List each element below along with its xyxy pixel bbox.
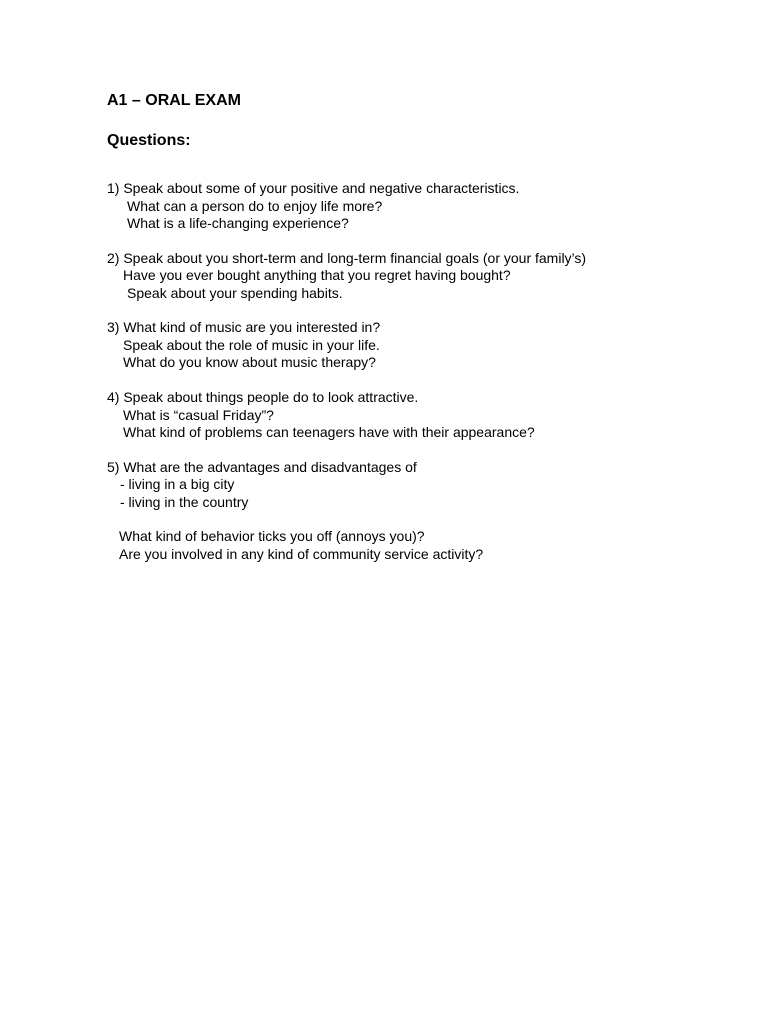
page-title: A1 – ORAL EXAM: [107, 92, 241, 109]
question-3-line-2: Speak about the role of music in your life.: [123, 337, 380, 353]
question-2-line-2: Have you ever bought anything that you regret having bought?: [123, 267, 511, 283]
question-5-line-1: 5) What are the advantages and disadvantages of: [107, 459, 417, 475]
question-5-line-4: What kind of behavior ticks you off (annoys you)?: [119, 528, 425, 544]
question-5-line-5: Are you involved in any kind of community service activity?: [119, 546, 484, 562]
question-2-line-3: Speak about your spending habits.: [127, 285, 343, 301]
question-2-line-1: 2) Speak about you short-term and long-term financial goals (or your family’s): [107, 250, 587, 266]
question-1-line-1: 1) Speak about some of your positive and negative characteristics.: [107, 180, 520, 196]
question-5-bullet-2: - living in the country: [120, 494, 249, 510]
question-3-line-3: What do you know about music therapy?: [123, 354, 376, 370]
question-4-line-2: What is “casual Friday”?: [123, 407, 274, 423]
question-4-line-3: What kind of problems can teenagers have with their appearance?: [123, 424, 535, 440]
question-5-bullet-1: - living in a big city: [120, 476, 235, 492]
question-1-line-2: What can a person do to enjoy life more?: [127, 198, 383, 214]
question-3-line-1: 3) What kind of music are you interested in?: [107, 319, 381, 335]
section-heading: Questions:: [107, 132, 191, 149]
question-1-line-3: What is a life-changing experience?: [127, 215, 349, 231]
question-4-line-1: 4) Speak about things people do to look attractive.: [107, 389, 419, 405]
